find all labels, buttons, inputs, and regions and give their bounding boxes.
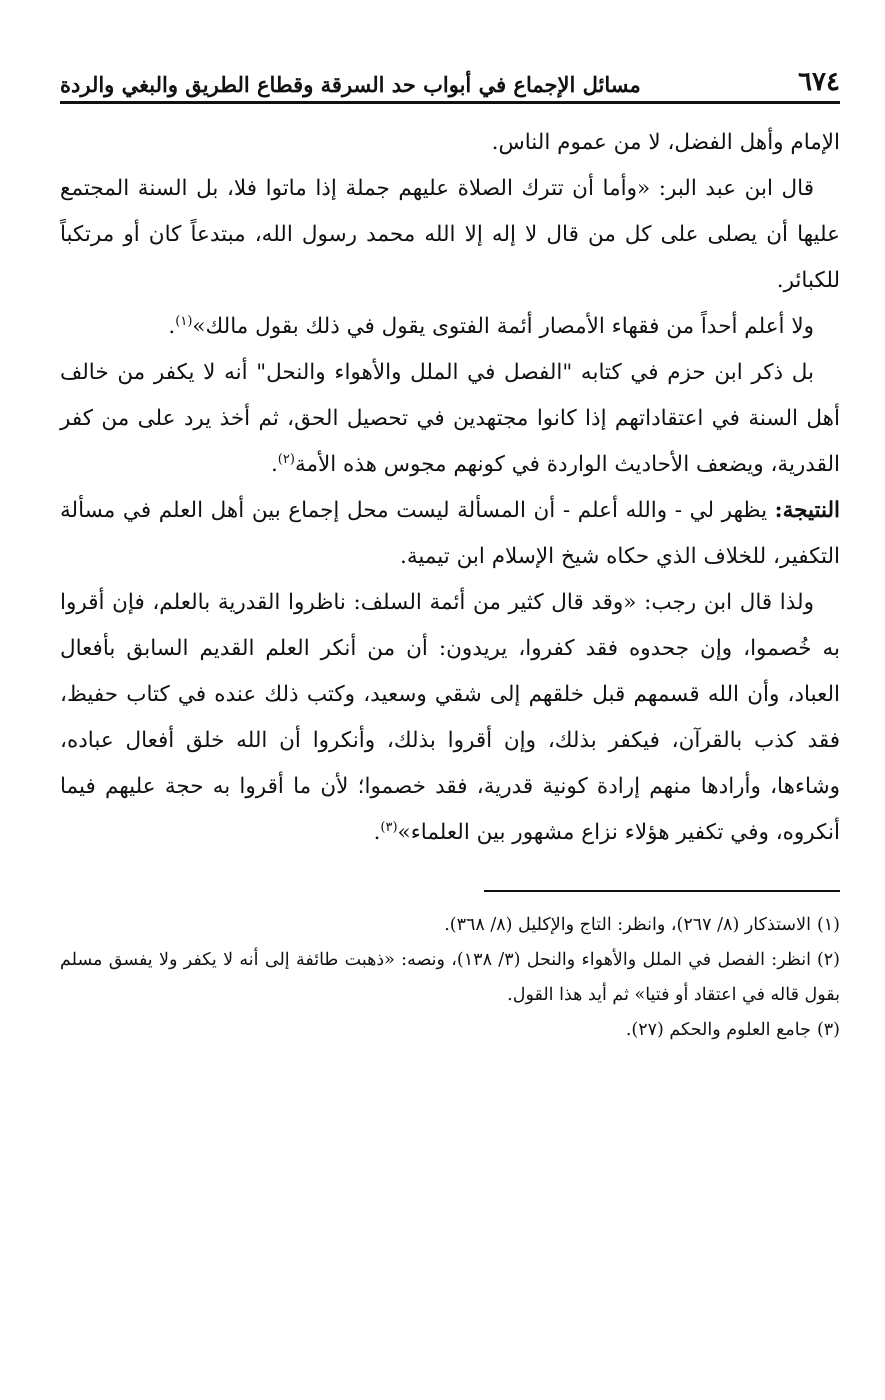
paragraph: ولا أعلم أحداً من فقهاء الأمصار أئمة الفتوى يقول في ذلك بقول مالك»$^{(١)}$. [168, 313, 814, 339]
book-page [60, 60, 840, 1360]
main-text [60, 120, 840, 856]
footnote-number: (٢) [816, 950, 840, 970]
footnote-number: (١) [816, 915, 840, 935]
footnotes [60, 908, 840, 1048]
page-number: ٦٧٤ [798, 67, 840, 97]
footnote-reference[interactable]: (٣) [380, 819, 398, 835]
footnote-number: (٣) [816, 1020, 840, 1040]
footnote-reference[interactable]: (١) [175, 313, 193, 329]
footnote-reference[interactable]: (٢) [277, 451, 295, 467]
paragraph: الإمام وأهل الفضل، لا من عموم الناس. [491, 130, 840, 155]
footnote: (٣)جامع العلوم والحكم (٢٧). [625, 1020, 840, 1040]
paragraph: قال ابن عبد البر: «وأما أن تترك الصلاة عليهم جملة إذا ماتوا فلا، بل السنة المجتمع عليها أن يصلى على كل من قال لا إله إلا الله محمد رسول الله، مبتدعاً كان أو مرتكباً للكبائر. [60, 176, 840, 293]
paragraph: النتيجة: يظهر لي - والله أعلم - أن المسألة ليست محل إجماع بين أهل العلم في مسألة التكفير، للخلاف الذي حكاه شيخ الإسلام ابن تيمية. [60, 498, 840, 569]
footnote: (١)الاستذكار (٨/ ٢٦٧)، وانظر: التاج والإكليل (٨/ ٣٦٨). [444, 915, 840, 935]
footnote-separator [484, 890, 840, 892]
paragraph: ولذا قال ابن رجب: «وقد قال كثير من أئمة السلف: ناظروا القدرية بالعلم، فإن أقروا به خُصموا، وإن جحدوه فقد كفروا، يريدون: أن من أنكر العلم القديم السابق بأفعال العباد، وأن الله قسمهم قبل خلقهم إلى شقي وسعيد، وكتب ذلك عنده في كتاب حفيظ، فقد كذب بالقرآن، فيكفر بذلك، وإن أقروا بذلك، وأنكروا أن الله خلق أفعال عباده، وشاءها، وأرادها منهم إرادة كونية قدرية، فقد خصموا؛ لأن ما أقروا به حجة عليهم فيما أنكروه، وفي تكفير هؤلاء نزاع مشهور بين العلماء»$^{(٣)}$. [60, 590, 840, 845]
paragraph: بل ذكر ابن حزم في كتابه "الفصل في الملل والأهواء والنحل" أنه لا يكفر من خالف أهل السنة في اعتقاداتهم إذا كانوا مجتهدين في تحصيل الحق، ثم أخذ يرد على من كفر القدرية، ويضعف الأحاديث الواردة في كونهم مجوس هذه الأمة$^{(٢)}$. [60, 360, 840, 477]
running-title: مسائل الإجماع في أبواب حد السرقة وقطاع الطريق والبغي والردة [60, 72, 641, 97]
result-label: النتيجة: [774, 498, 840, 523]
page-header [60, 60, 840, 104]
footnote: (٢)انظر: الفصل في الملل والأهواء والنحل (٣/ ١٣٨)، ونصه: «ذهبت طائفة إلى أنه لا يكفر ولا يفسق مسلم بقول قاله في اعتقاد أو فتيا» ثم أيد هذا القول. [60, 950, 840, 1005]
